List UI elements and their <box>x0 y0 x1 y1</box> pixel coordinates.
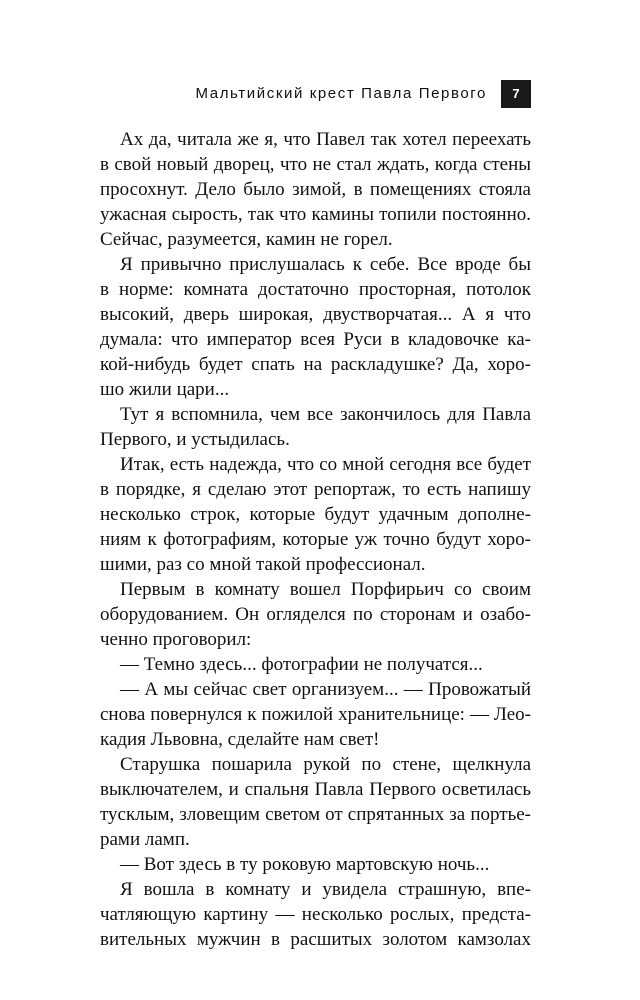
text-line: Тут я вспомнила, чем все закончилось для Павла <box>120 404 531 425</box>
text-line: кадия Львовна, сделайте нам свет! <box>100 729 380 750</box>
text-line: ченно проговорил: <box>100 629 252 650</box>
text-line: Ах да, читала же я, что Павел так хотел переехать <box>120 129 531 150</box>
text-line: несколько строк, которые будут удачным дополне- <box>100 504 531 525</box>
text-line: чатляющую картину — несколько рослых, предста- <box>100 904 531 925</box>
text-line: ниям к фотографиям, которые уж точно будут хоро- <box>100 529 531 550</box>
text-line: Итак, есть надежда, что со мной сегодня все будет <box>120 454 531 475</box>
text-line: думала: что император всея Руси в кладовочке ка- <box>100 329 531 350</box>
text-line: тусклым, зловещим светом от спрятанных за портье- <box>100 804 531 825</box>
body-text <box>100 127 531 952</box>
text-line: шо жили цари... <box>100 379 230 400</box>
text-line: оборудованием. Он огляделся по сторонам и озабо- <box>100 604 531 625</box>
text-line: в свой новый дворец, что не стал ждать, когда стены <box>100 154 531 175</box>
text-line: Старушка пошарила рукой по стене, щелкнула <box>120 754 531 775</box>
text-line: в норме: комната достаточно просторная, потолок <box>100 279 531 300</box>
text-line: шими, раз со мной такой профессионал. <box>100 554 426 575</box>
text-line: — Вот здесь в ту роковую мартовскую ночь... <box>120 854 490 875</box>
text-line: Сейчас, разумеется, камин не горел. <box>100 229 393 250</box>
text-line: Первым в комнату вошел Порфирьич со своим <box>120 579 531 600</box>
text-line: высокий, дверь широкая, двустворчатая... А я что <box>100 304 531 325</box>
text-line: Первого, и устыдилась. <box>100 429 290 450</box>
text-line: снова повернулся к пожилой хранительнице: — Лео- <box>100 704 531 725</box>
text-line: выключателем, и спальня Павла Первого осветилась <box>100 779 531 800</box>
page-number: 7 <box>501 80 531 108</box>
text-line: просохнут. Дело было зимой, в помещениях стояла <box>100 179 531 200</box>
text-line: вительных мужчин в расшитых золотом камзолах <box>100 929 531 950</box>
text-line: Я привычно прислушалась к себе. Все вроде бы <box>120 254 531 275</box>
text-line: — Темно здесь... фотографии не получатся... <box>120 654 483 675</box>
running-header <box>100 80 531 108</box>
text-line: кой-нибудь будет спать на раскладушке? Да, хоро- <box>100 354 531 375</box>
text-line: Я вошла в комнату и увидела страшную, впе- <box>120 879 531 900</box>
text-line: рами ламп. <box>100 829 190 850</box>
text-line: ужасная сырость, так что камины топили постоянно. <box>100 204 531 225</box>
running-title: Мальтийский крест Павла Первого <box>195 85 487 102</box>
text-line: — А мы сейчас свет организуем... — Провожатый <box>120 679 531 700</box>
text-line: в порядке, я сделаю этот репортаж, то есть напишу <box>100 479 531 500</box>
